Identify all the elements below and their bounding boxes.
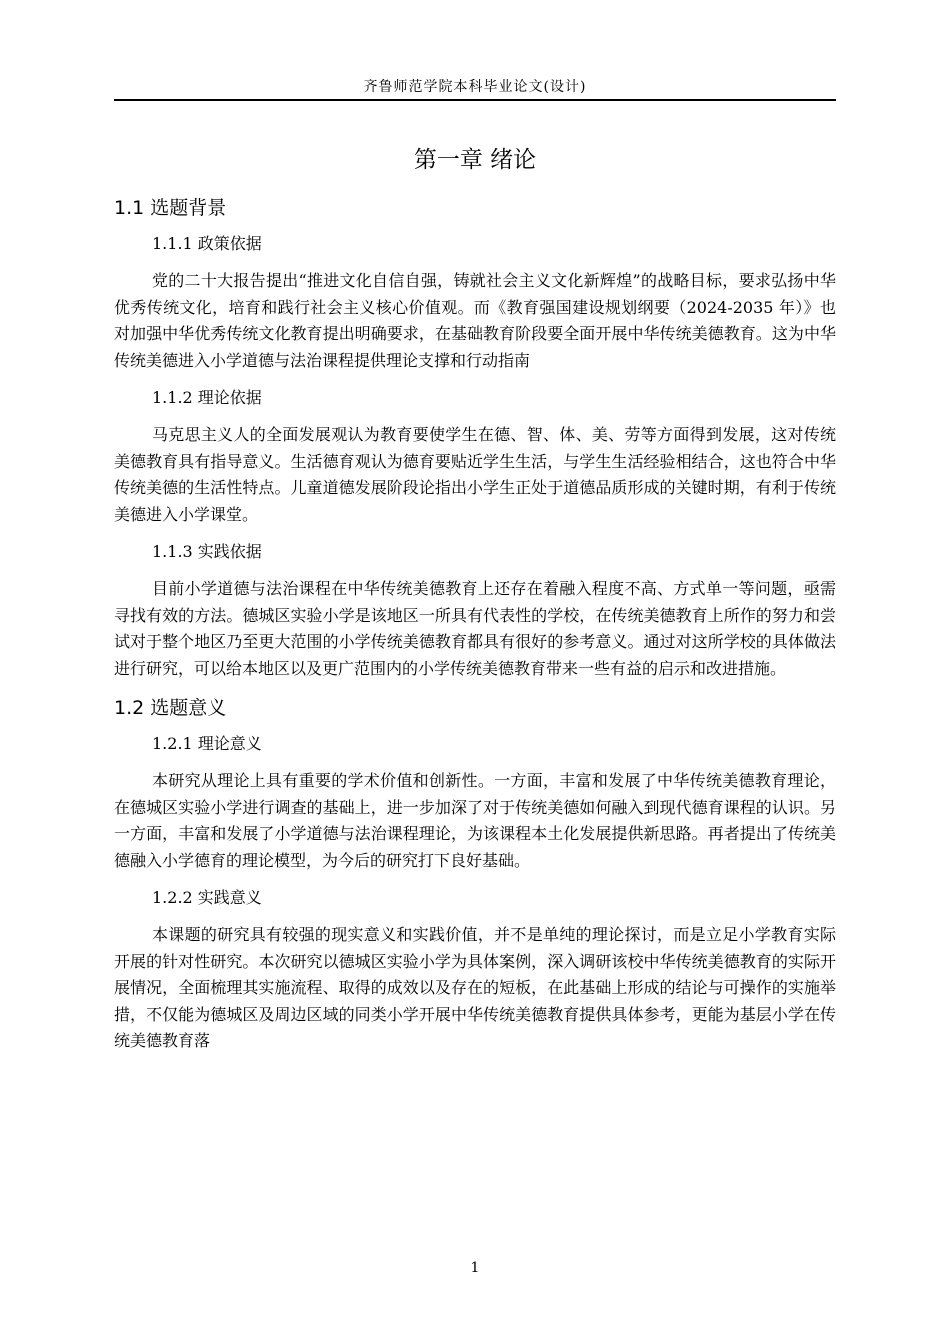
section-heading: 1.2 选题意义: [114, 697, 227, 719]
body-paragraph: 党的二十大报告提出“推进文化自信自强，铸就社会主义文化新辉煌”的战略目标，要求弘扬中华优秀传统文化，培育和践行社会主义核心价值观。而《教育强国建设规划纲要（2024-2035 年）》也对加强中华优秀传统文化教育提出明确要求，在基础教育阶段要全面开展中华传统美德教育。这为中华传统美德进入小学道德与法治课程提供理论支撑和行动指南: [114, 271, 836, 370]
subsection-heading: 1.2.2 实践意义: [152, 888, 262, 907]
section-1-2: [114, 692, 836, 1055]
section-heading: 1.1 选题背景: [114, 197, 227, 219]
page-content: [114, 140, 836, 1065]
subsection-heading: 1.1.1 政策依据: [152, 234, 262, 253]
header-divider: [114, 99, 836, 101]
body-paragraph: 目前小学道德与法治课程在中华传统美德教育上还存在着融入程度不高、方式单一等问题，亟需寻找有效的方法。德城区实验小学是该地区一所具有代表性的学校，在传统美德教育上所作的努力和尝试对于整个地区乃至更大范围的小学传统美德教育都具有很好的参考意义。通过对这所学校的具体做法进行研究，可以给本地区以及更广范围内的小学传统美德教育带来一些有益的启示和改进措施。: [114, 579, 836, 678]
body-paragraph: 本课题的研究具有较强的现实意义和实践价值，并不是单纯的理论探讨，而是立足小学教育实际开展的针对性研究。本次研究以德城区实验小学为具体案例，深入调研该校中华传统美德教育的实际开展情况，全面梳理其实施流程、取得的成效以及存在的短板，在此基础上形成的结论与可操作的实施举措，不仅能为德城区及周边区域的同类小学开展中华传统美德教育提供具体参考，更能为基层小学在传统美德教育落: [114, 925, 836, 1050]
chapter-title: 第一章 绪论: [413, 147, 537, 173]
running-header: 齐鲁师范学院本科毕业论文(设计): [363, 79, 587, 95]
body-paragraph: 本研究从理论上具有重要的学术价值和创新性。一方面，丰富和发展了中华传统美德教育理论，在德城区实验小学进行调查的基础上，进一步加深了对于传统美德如何融入到现代德育课程的认识。另一方面，丰富和发展了小学道德与法治课程理论，为该课程本土化发展提供新思路。再者提出了传统美德融入小学德育的理论模型，为今后的研究打下良好基础。: [114, 771, 836, 870]
section-1-1: [114, 192, 836, 682]
page-number: 1: [470, 1260, 480, 1276]
subsection-heading: 1.1.2 理论依据: [152, 388, 262, 407]
subsection-heading: 1.2.1 理论意义: [152, 734, 262, 753]
subsection-heading: 1.1.3 实践依据: [152, 542, 262, 561]
body-paragraph: 马克思主义人的全面发展观认为教育要使学生在德、智、体、美、劳等方面得到发展，这对传统美德教育具有指导意义。生活德育观认为德育要贴近学生生活，与学生生活经验相结合，这也符合中华传统美德的生活性特点。儿童道德发展阶段论指出小学生正处于道德品质形成的关键时期，有利于传统美德进入小学课堂。: [114, 425, 836, 524]
